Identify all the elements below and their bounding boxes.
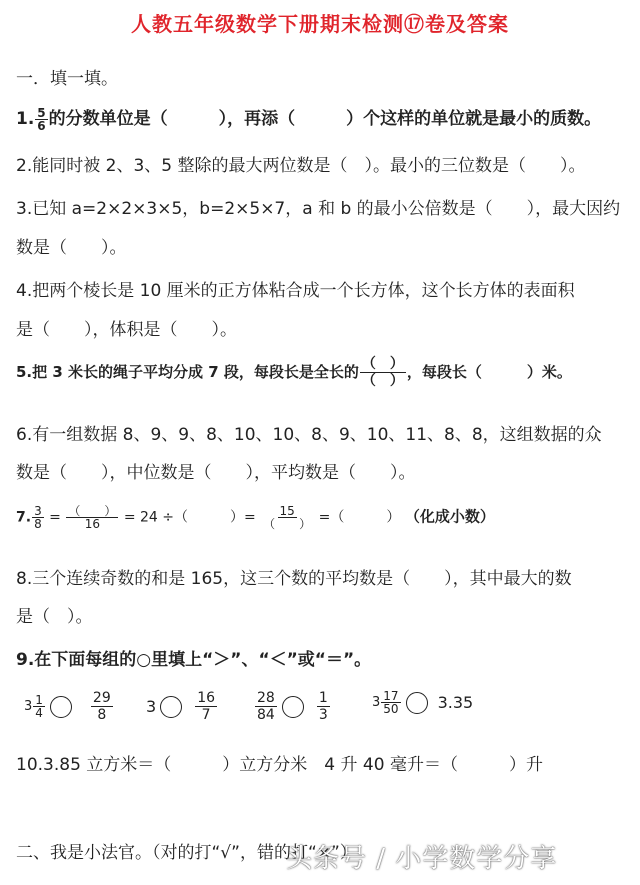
q5-fraction [360,356,406,389]
q7-note: （化成小数） [404,507,495,526]
c3-b-frac [317,690,330,723]
c1-b-den: 8 [97,707,107,723]
q7-f2-num: （ ） [68,504,117,518]
question-10: 10.3.85 立方米＝（ ）立方分米 4 升 40 毫升＝（ ）升 [16,755,543,775]
question-4-line-1: 4.把两个棱长是 10 厘米的正方体粘合成一个长方体，这个长方体的表面积 [16,281,575,301]
section-heading-2: 二、我是小法官。（对的打“√”，错的打“×”） [16,843,357,863]
q7-fraction-2 [66,505,118,530]
c3-a-frac [255,690,277,723]
q7-eq-2: = 24 ÷（ ）= [123,509,256,526]
section-heading-1: 一．填一填。 [16,69,118,89]
question-8-line-2: 是（ ）。 [16,607,93,627]
c4-b-value: 3.35 [437,693,474,712]
q1-number: 1. [16,109,35,129]
c4-a-frac [381,690,400,715]
compare-item-1 [24,690,114,723]
q1-text: 的分数单位是（ ），再添（ ）个这样的单位就是最小的质数。 [48,109,602,129]
q1-fraction [35,107,47,132]
question-8-line-1: 8.三个连续奇数的和是 165，这三个数的平均数是（ ），其中最大的数 [16,569,572,589]
question-7 [16,505,495,530]
c1-a-den: 4 [35,706,43,720]
q1-frac-den: 6 [37,118,46,133]
q5-pre: 5.把 3 米长的绳子平均分成 7 段，每段长是全长的 [16,363,359,381]
q5-post: ，每段长（ ）米。 [406,363,572,381]
c3-b-num: 1 [318,690,328,706]
c2-b-den: 7 [201,707,211,723]
q1-frac-num: 5 [37,105,46,120]
question-1 [16,104,601,132]
question-4-line-2: 是（ ），体积是（ ）。 [16,320,237,340]
compare-circle-2[interactable] [160,696,182,718]
q7-f2-den: 16 [84,517,100,531]
c2-b-num: 16 [197,690,216,706]
q7-f1-num: 3 [34,504,42,518]
compare-circle-1[interactable] [50,696,72,718]
q5-frac-den: （ ） [361,373,404,389]
question-9-title: 9.在下面每组的○里填上“＞”、“＜”或“＝”。 [16,650,372,670]
question-6-line-2: 数是（ ），中位数是（ ），平均数是（ ）。 [16,463,416,483]
page-title: 人教五年级数学下册期末检测⑰卷及答案 [131,12,509,36]
compare-item-3 [254,690,331,723]
c3-b-den: 3 [318,707,328,723]
q7-number: 7. [16,509,32,526]
question-3-line-1: 3.已知 a=2×2×3×5，b=2×5×7，a 和 b 的最小公倍数是（ ），最大因约 [16,199,621,219]
question-2: 2.能同时被 2、3、5 整除的最大两位数是（ ）。最小的三位数是（ ）。 [16,156,586,176]
q7-eq-3: =（ ） [318,509,401,526]
q7-f3-num: 15 [279,504,295,518]
q7-fraction-1 [32,505,44,530]
c4-a-num: 17 [383,689,399,703]
question-6-line-1: 6.有一组数据 8、9、9、8、10、10、8、9、10、11、8、8，这组数据的众 [16,425,602,445]
watermark: 头条号 / 小学数学分享 [286,844,558,874]
compare-circle-3[interactable] [282,696,304,718]
c1-a-whole: 3 [24,699,33,714]
q7-fraction-3 [261,505,313,530]
c4-a-whole: 3 [372,695,381,710]
c4-a-den: 50 [383,702,399,716]
q7-eq-1: = [49,509,61,526]
c2-b-frac [195,690,217,723]
c3-a-den: 84 [257,707,275,723]
q5-frac-num: （ ） [361,356,404,372]
compare-item-2 [146,690,218,723]
c1-a-frac [33,694,45,719]
c1-a-num: 1 [35,693,43,707]
c3-a-num: 28 [257,690,275,706]
question-3-line-2: 数是（ ）。 [16,238,127,258]
c1-b-frac [91,690,113,723]
compare-circle-4[interactable] [406,692,428,714]
c2-a-whole: 3 [146,697,157,716]
question-5 [16,356,572,389]
q7-f3-den: （ ） [263,517,312,531]
compare-item-4 [372,690,473,715]
c1-b-num: 29 [92,690,111,706]
q7-f1-den: 8 [34,517,42,531]
